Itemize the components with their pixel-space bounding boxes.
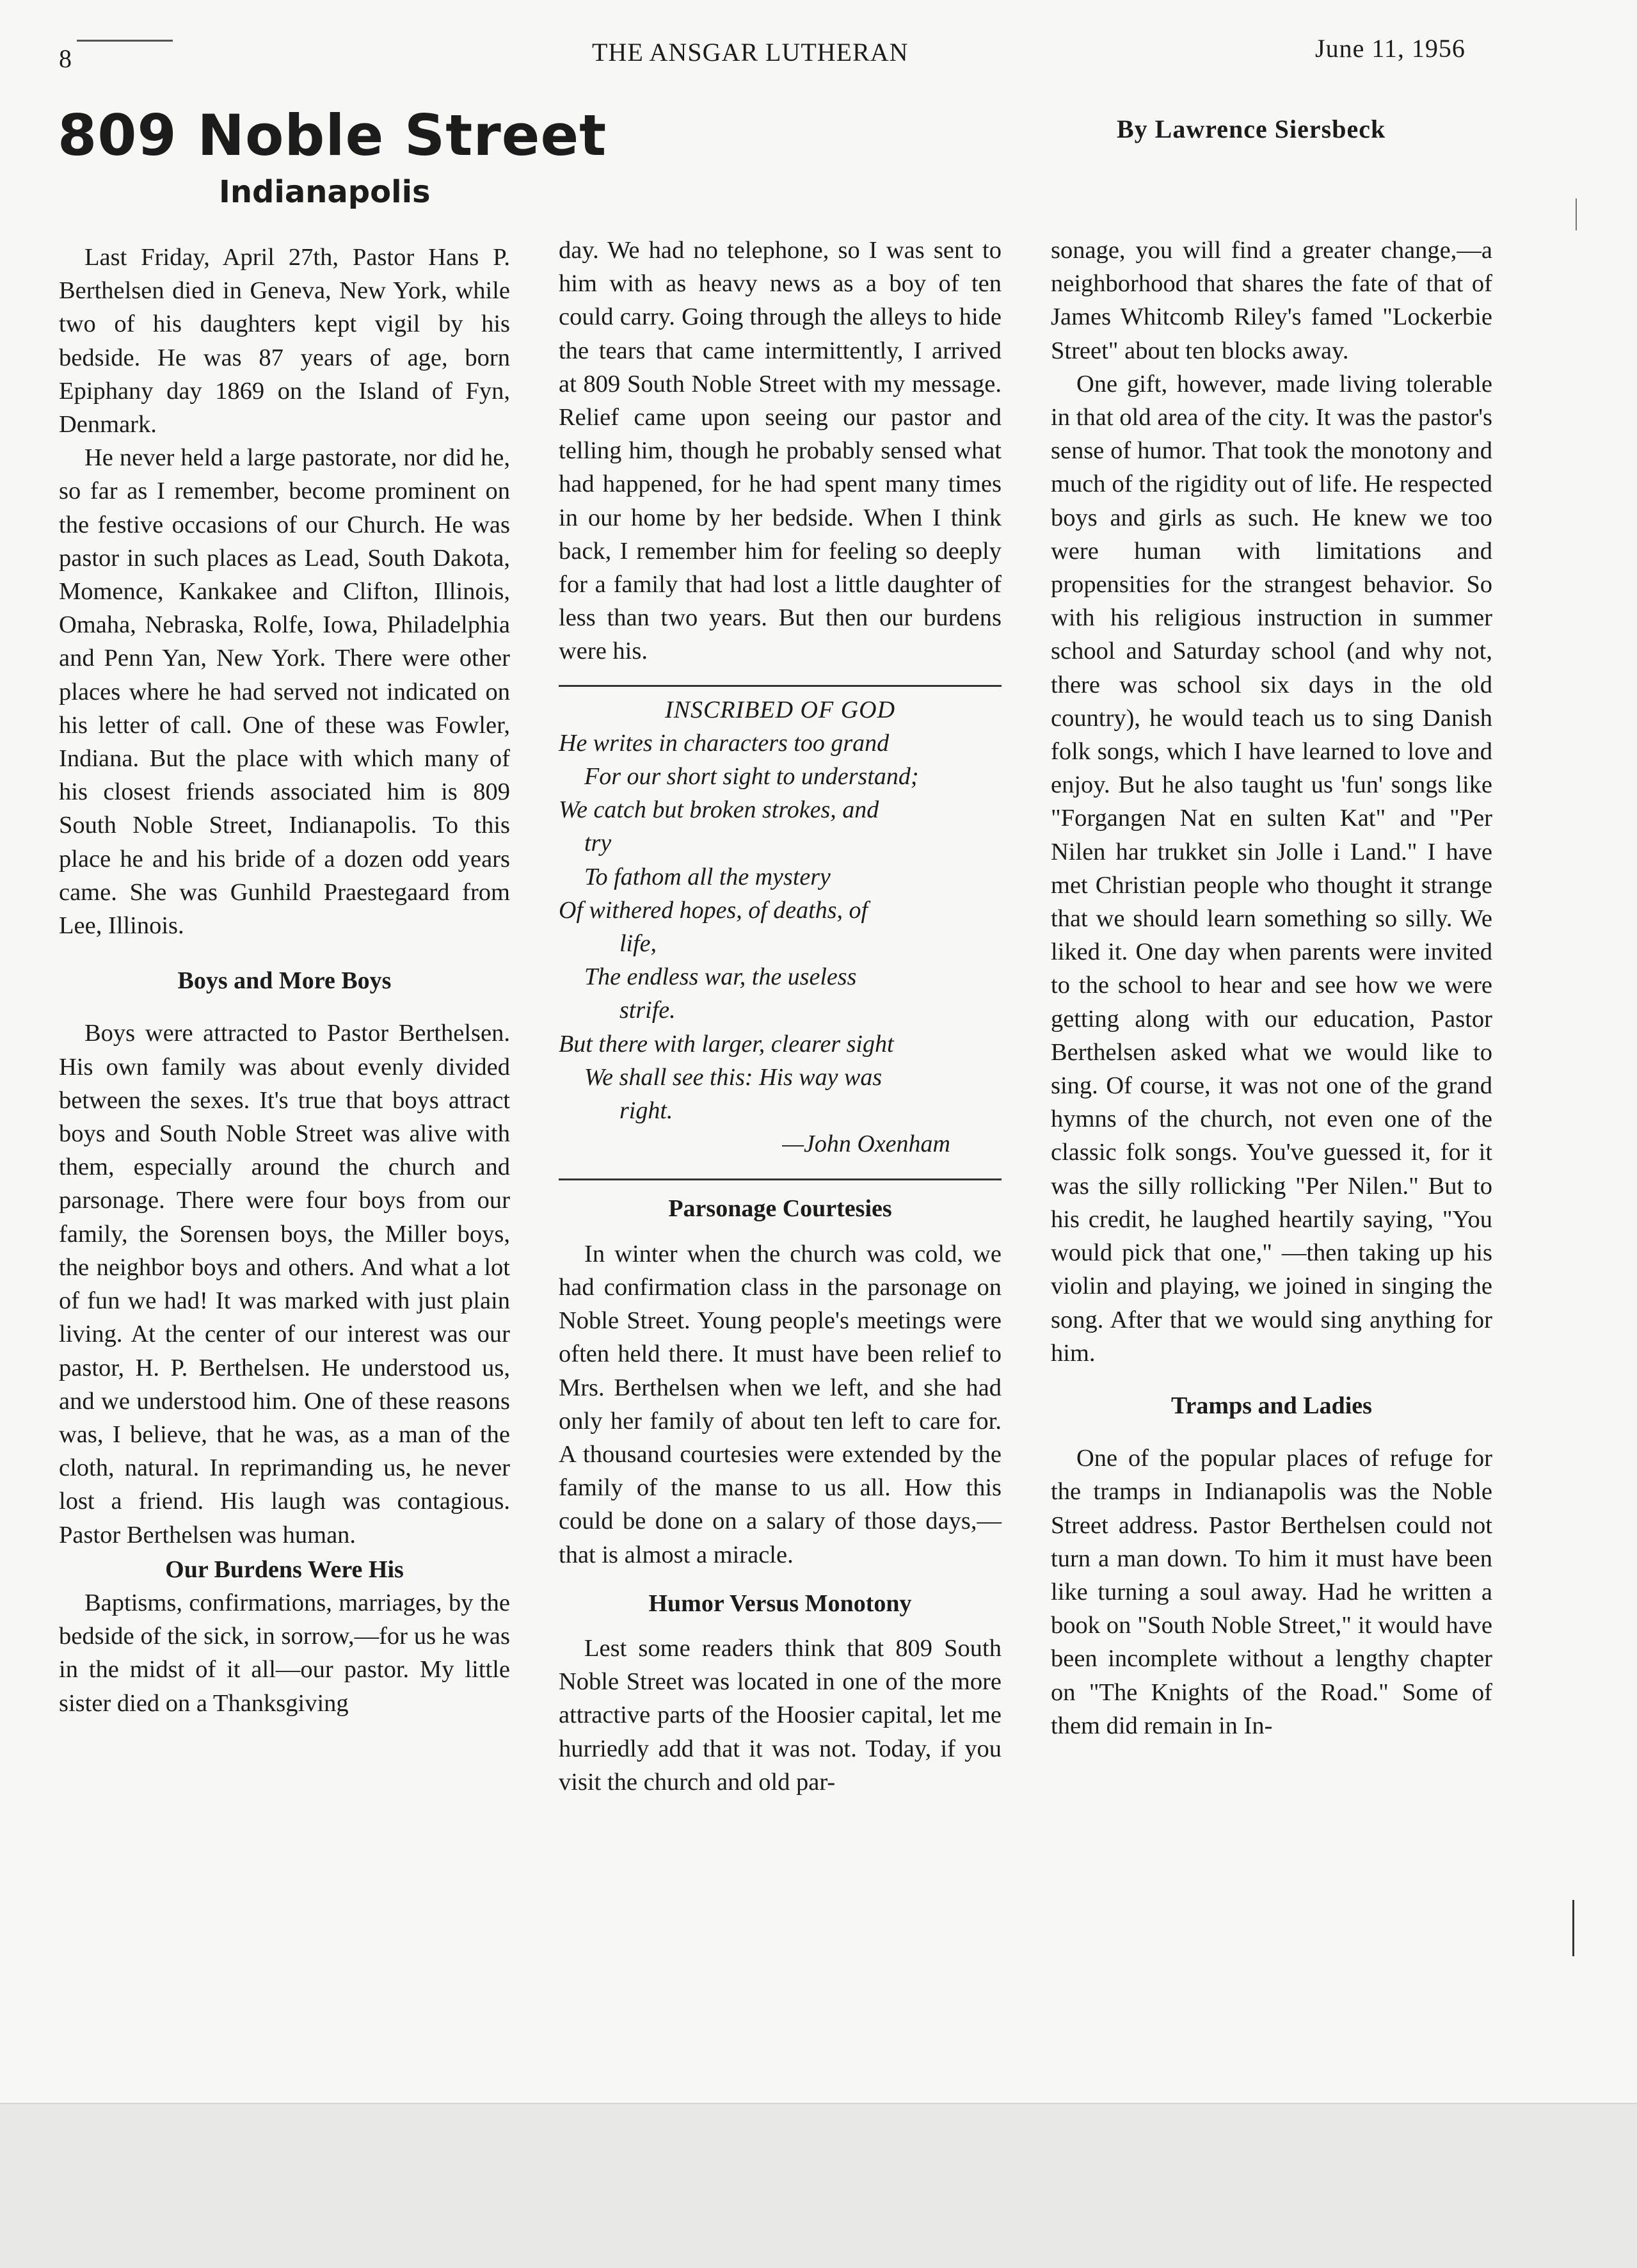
article-byline: By Lawrence Siersbeck xyxy=(1117,115,1386,143)
issue-date: June 11, 1956 xyxy=(1315,34,1465,63)
article-title: 809 Noble Street xyxy=(58,102,607,168)
poem-line: The endless war, the useless xyxy=(584,963,857,991)
poem-title: INSCRIBED OF GOD xyxy=(664,696,896,723)
newspaper-name: THE ANSGAR LUTHERAN xyxy=(592,38,909,67)
margin-mark xyxy=(1576,198,1577,230)
margin-mark xyxy=(1572,1900,1574,1956)
column-3 xyxy=(1051,234,1492,1742)
paragraph: Lest some readers think that 809 South Noble Street was located in one of the more attractive parts of the Hoosier capital, let me hurriedly add that it was not. Today, if you visit the church and old par- xyxy=(559,1634,1002,1796)
paragraph: Baptisms, confirmations, marriages, by the bedside of the sick, in sorrow,—for us he was in the midst of it all—our pastor. My little sister died on a Thanksgiving xyxy=(59,1589,510,1717)
divider xyxy=(559,685,1002,687)
poem-line: But there with larger, clearer sight xyxy=(559,1030,894,1058)
section-heading: Boys and More Boys xyxy=(177,967,392,995)
paragraph: He never held a large pastorate, nor did he, so far as I remember, become prominent on the festive occasions of our Church. He was pastor in such places as Lead, South Dakota, Momence, Kankakee and Clifton, Illinois, Omaha, Nebraska, Rolfe, Iowa, Philadelphia and Penn Yan, New York. There were other places where he had served not indicated on his letter of call. One of these was Fowler, Indiana. But the place with which many of his closest friends associated him is 809 South Noble Street, Indianapolis. To this place he and his bride of a dozen odd years came. She was Gunhild Praestegaard from Lee, Illinois. xyxy=(59,444,510,940)
section-heading: Tramps and Ladies xyxy=(1171,1392,1372,1419)
poem xyxy=(559,693,1002,1161)
paragraph: One gift, however, made living tolerable in that old area of the city. It was the pastor's sense of humor. That took the monotony and much of the rigidity out of life. He respected boys and girls as such. He knew we too were human with limitations and propensities for the strangest behavior. So with his religious instruction in summer school and Saturday school (and why not, there was school six days in the old country), he would teach us to sing Danish folk songs, which I have learned to love and enjoy. But he also taught us 'fun' songs like "Forgangen Nat en sulten Kat" and "Per Nilen har trukket sin Jolle i Land." I have met Christian people who thought it strange that we should learn something so silly. We liked it. One day when parents were invited to the school to hear and see how we were getting along with our education, Pastor Berthelsen asked what we would like to sing. Of course, it was not one of the grand hymns of the church, not even one of the classic folk songs. You've guessed it, for it was the silly rollicking "Per Nilen." But to his credit, he laughed heartily saying, "You would pick that one," —then taking up his violin and playing, we joined in singing the song. After that we would sing anything for him. xyxy=(1051,370,1492,1367)
poem-author: —John Oxenham xyxy=(782,1130,950,1158)
column-2 xyxy=(559,234,1002,1799)
poem-line: life, xyxy=(619,930,657,958)
poem-line: strife. xyxy=(619,997,676,1024)
section-heading: Parsonage Courtesies xyxy=(668,1195,892,1223)
paragraph: One of the popular places of refuge for the tramps in Indianapolis was the Noble Street address. Pastor Berthelsen could not turn a man down. To him it must have been like turning a soul away. Had he written a book on "South Noble Street," it would have been incomplete without a lengthy chapter on "The Knights of the Road." Some of them did remain in In- xyxy=(1051,1445,1492,1739)
page-number: 8 xyxy=(59,44,72,73)
poem-line: He writes in characters too grand xyxy=(559,729,890,757)
section-heading: Our Burdens Were His xyxy=(165,1556,404,1583)
divider xyxy=(559,1178,1002,1180)
poem-line: We shall see this: His way was xyxy=(584,1063,882,1091)
poem-line: try xyxy=(584,830,612,857)
paragraph: In winter when the church was cold, we had confirmation class in the parsonage on Noble Street. Young people's meetings were often held there. It must have been relief to Mrs. Berthelsen when we left, and she had only her family of about ten left to care for. A thousand courtesies were extended by the family of the manse to us all. How this could be done on a salary of those days,—that is almost a miracle. xyxy=(559,1240,1002,1568)
paragraph: Boys were attracted to Pastor Berthelsen. His own family was about evenly divided between the sexes. It's true that boys attract boys and South Noble Street was alive with them, especially around the church and parsonage. There were four boys from our family, the Sorensen boys, the Miller boys, the neighbor boys and others. And what a lot of fun we had! It was marked with just plain living. At the center of our interest was our pastor, H. P. Berthelsen. He understood us, and we understood him. One of these reasons was, I believe, that he was, as a man of the cloth, natural. In reprimanding us, he never lost a friend. His laugh was contagious. Pastor Berthelsen was human. xyxy=(59,1020,510,1548)
poem-line: We catch but broken strokes, and xyxy=(559,796,879,824)
running-header xyxy=(0,32,1637,73)
poem-line: To fathom all the mystery xyxy=(584,863,831,890)
paragraph: Last Friday, April 27th, Pastor Hans P. Berthelsen died in Geneva, New York, while two of his daughters kept vigil by his bedside. He was 87 years of age, born Epiphany day 1869 on the Island of Fyn, Denmark. xyxy=(59,244,510,438)
poem-line: Of withered hopes, of deaths, of xyxy=(559,896,868,924)
paragraph: day. We had no telephone, so I was sent to him with as heavy news as a boy of ten could carry. Going through the alleys to hide the tears that came intermittently, I arrived at 809 South Noble Street with my message. Relief came upon seeing our pastor and telling him, though he probably sensed what had happened, for he had spent many times in our home by her bedside. When I think back, I remember him for feeling so deeply for a family that had lost a little daughter of less than two years. But then our burdens were his. xyxy=(559,237,1002,665)
section-heading: Humor Versus Monotony xyxy=(648,1589,912,1617)
paragraph: sonage, you will find a greater change,—a neighborhood that shares the fate of that of James Whitcomb Riley's famed "Lockerbie Street" about ten blocks away. xyxy=(1051,237,1492,364)
poem-line: right. xyxy=(619,1097,673,1125)
poem-line: For our short sight to understand; xyxy=(584,763,919,791)
column-1 xyxy=(59,241,510,1720)
article-subtitle: Indianapolis xyxy=(219,174,431,210)
scan-border xyxy=(0,2103,1637,2268)
